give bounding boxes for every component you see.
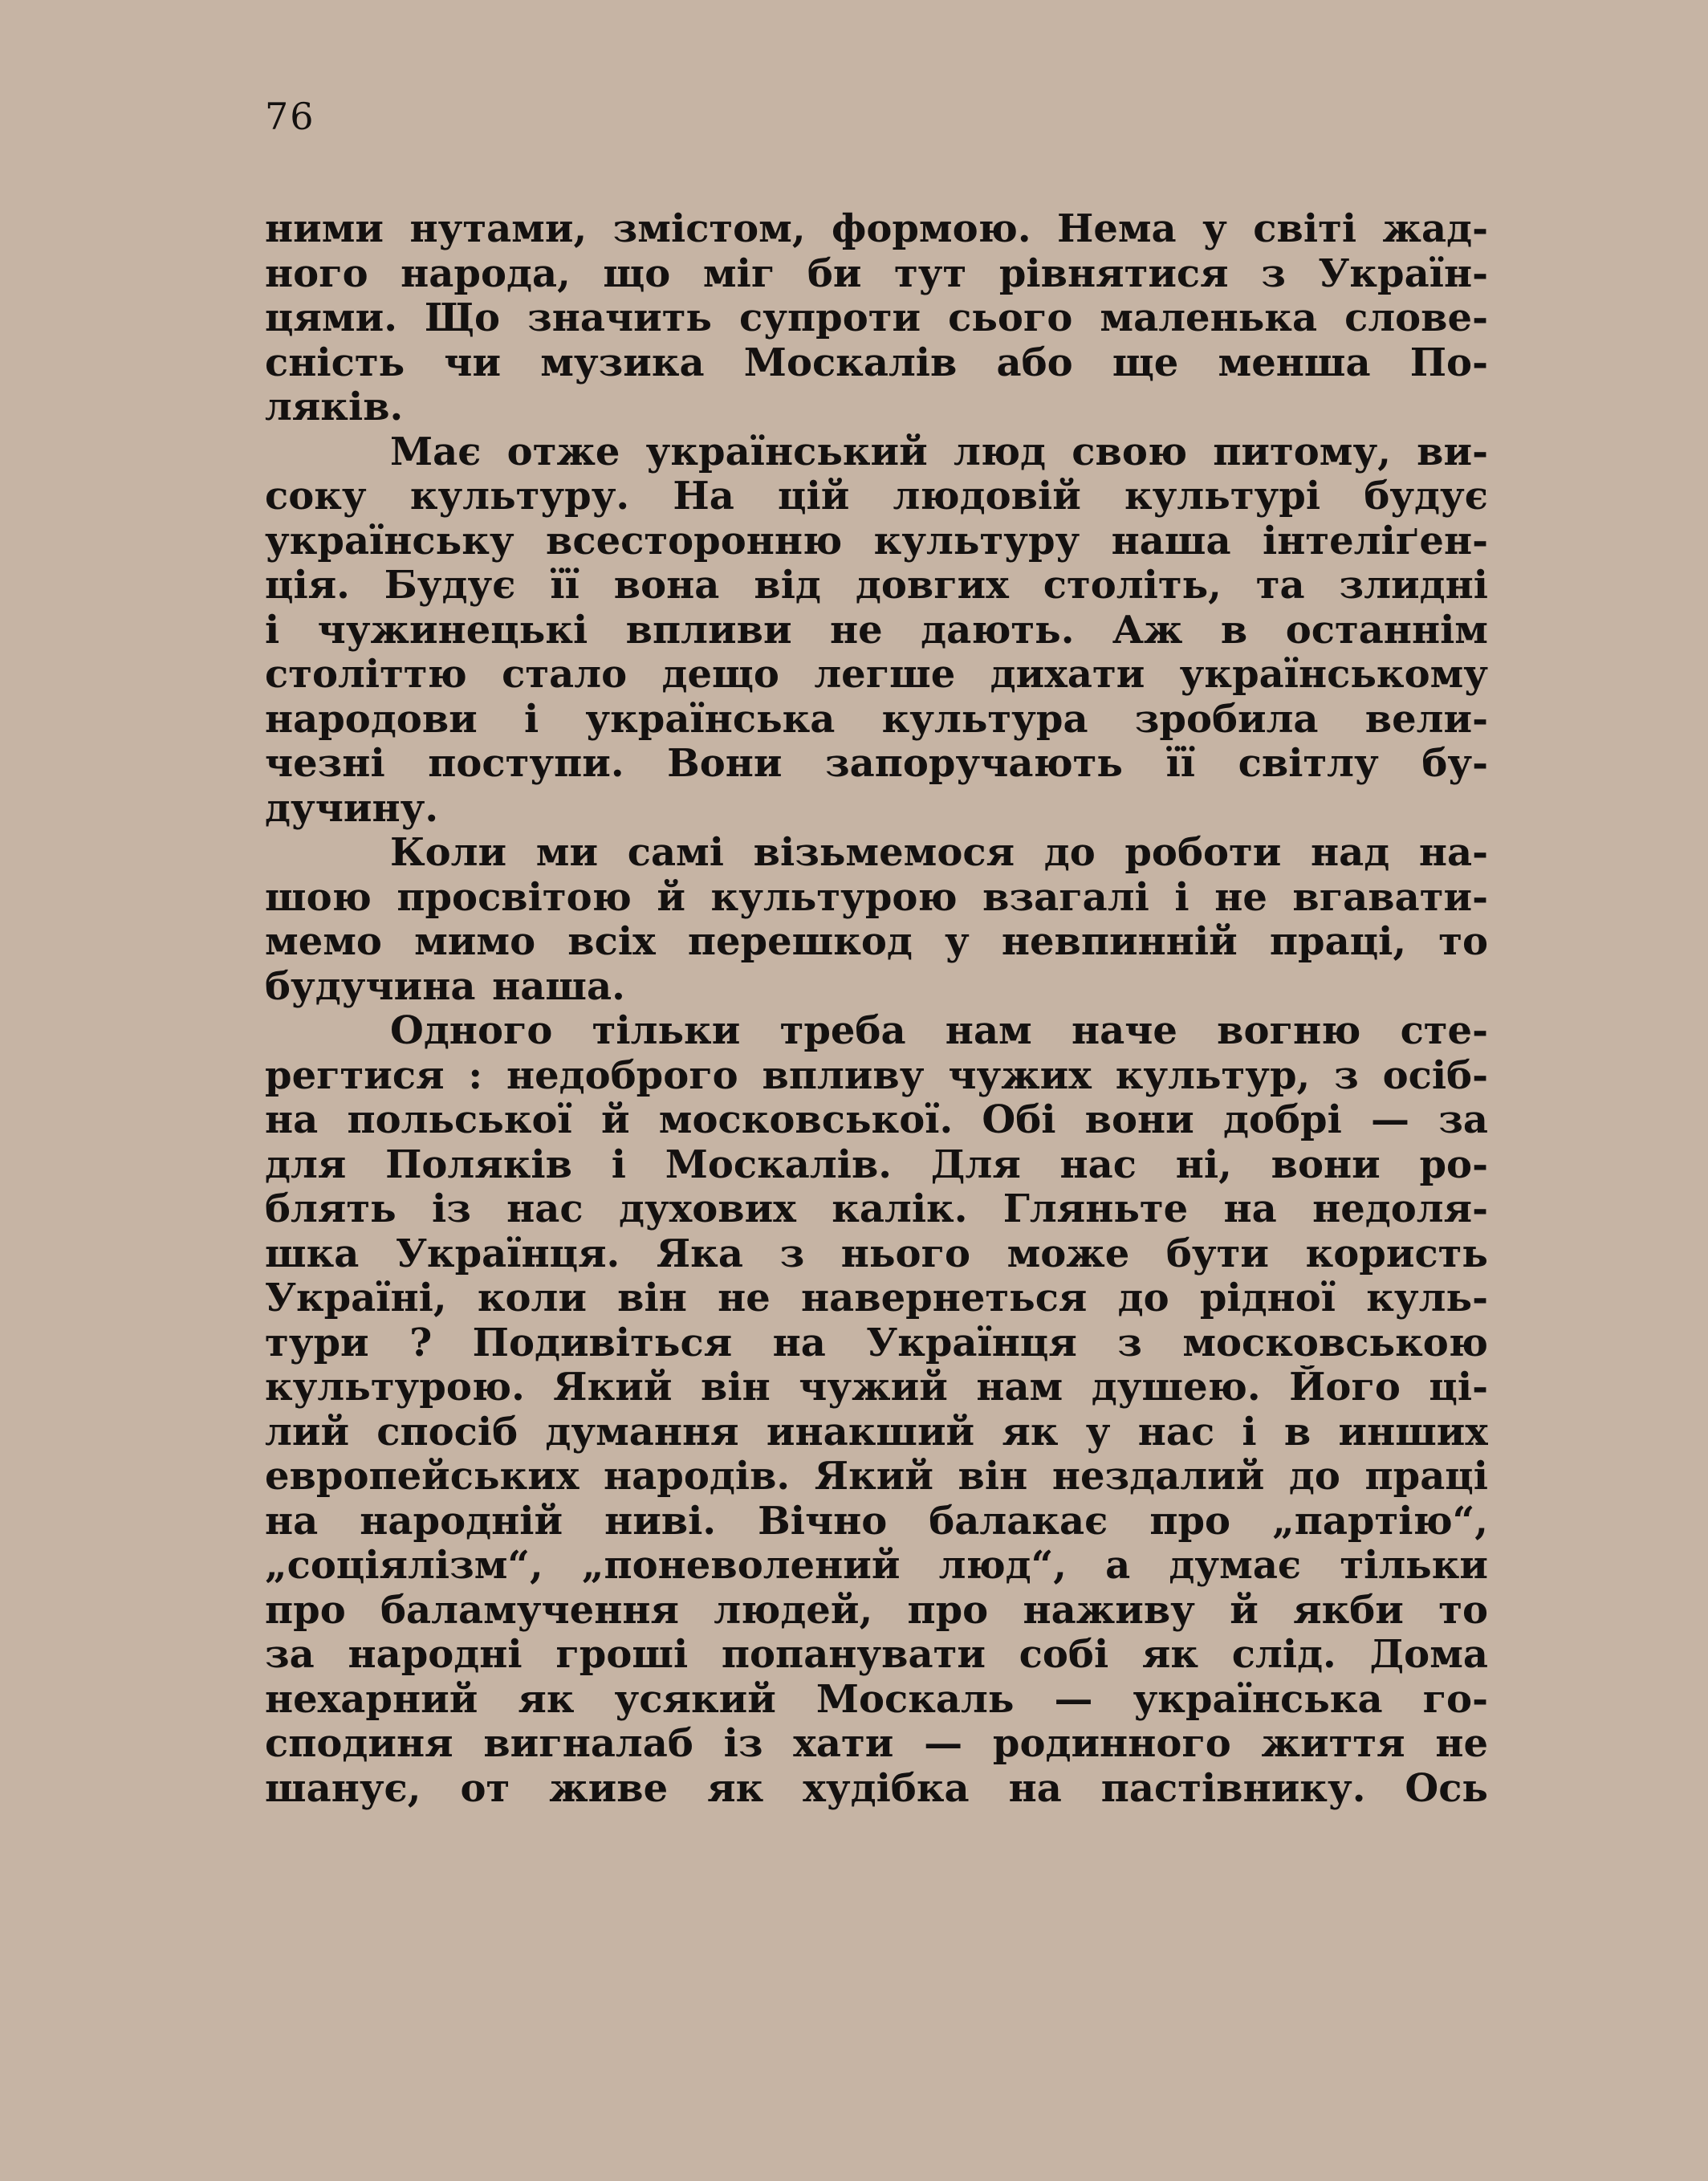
text-line: „соціялізм“, „поневолений люд“, а думає тільки (265, 1544, 1488, 1588)
text-line: нехарний як усякий Москаль — українська го- (265, 1677, 1488, 1722)
text-line: лий спосіб думання инакший як у нас і в инших (265, 1410, 1488, 1455)
text-line: шанує, от живе як худібка на пастівнику. Ось (265, 1766, 1488, 1811)
text-line: на польської й московської. Обі вони добрі — за (265, 1098, 1488, 1142)
text-line: соку культуру. На цій людовій культурі будує (265, 474, 1488, 519)
text-line: українську всесторонню культуру наша інтеліґен- (265, 519, 1488, 564)
text-line: сподиня вигналаб із хати — родинного життя не (265, 1722, 1488, 1766)
text-line: ного народа, що міг би тут рівнятися з Україн- (265, 251, 1488, 296)
text-line: народови і українська культура зробила вели- (265, 697, 1488, 742)
text-line: дучину. (265, 786, 439, 831)
text-line: мемо мимо всіх перешкод у невпинній праці, то (265, 920, 1488, 964)
text-line: регтися : недоброго впливу чужих культур, з осіб- (265, 1053, 1488, 1098)
text-line: ція. Будує її вона від довгих століть, та злидні (265, 564, 1488, 608)
text-line: Одного тільки треба нам наче вогню сте- (390, 1009, 1488, 1053)
text-line: шка Українця. Яка з нього може бути користь (265, 1231, 1488, 1276)
text-line: про баламучення людей, про наживу й якби то (265, 1588, 1488, 1633)
text-line: блять із нас духових калік. Гляньте на недоля- (265, 1187, 1488, 1231)
body-text (265, 207, 1488, 1811)
text-line: на народній ниві. Вічно балакає про „партію“, (265, 1499, 1488, 1544)
text-line: Має отже український люд свою питому, ви- (390, 429, 1488, 474)
text-line: тури ? Подивіться на Українця з московською (265, 1320, 1488, 1365)
text-line: шою просвітою й культурою взагалі і не вгавати- (265, 875, 1488, 920)
text-line: европейських народів. Який він нездалий до праці (265, 1455, 1488, 1499)
text-line: чезні поступи. Вони запоручають її світлу бу- (265, 742, 1488, 786)
text-line: Коли ми самі візьмемося до роботи над на- (390, 831, 1488, 875)
text-line: Україні, коли він не навернеться до рідної куль- (265, 1276, 1488, 1320)
text-line: і чужинецькі впливи не дають. Аж в останнім (265, 608, 1488, 653)
text-line: за народні гроші попанувати собі як слід. Дома (265, 1633, 1488, 1677)
text-line: сність чи музика Москалів або ще менша По- (265, 340, 1488, 385)
page-number: 76 (265, 95, 315, 138)
text-line: ними нутами, змістом, формою. Нема у світі жад- (265, 207, 1488, 251)
text-line: будучина наша. (265, 964, 625, 1009)
text-line: для Поляків і Москалів. Для нас ні, вони ро- (265, 1142, 1488, 1187)
text-line: століттю стало дещо легше дихати українському (265, 653, 1488, 697)
text-line: ляків. (265, 385, 404, 429)
text-line: цями. Що значить супроти сього маленька слове- (265, 296, 1488, 340)
text-line: культурою. Який він чужий нам душею. Його ці- (265, 1365, 1488, 1410)
